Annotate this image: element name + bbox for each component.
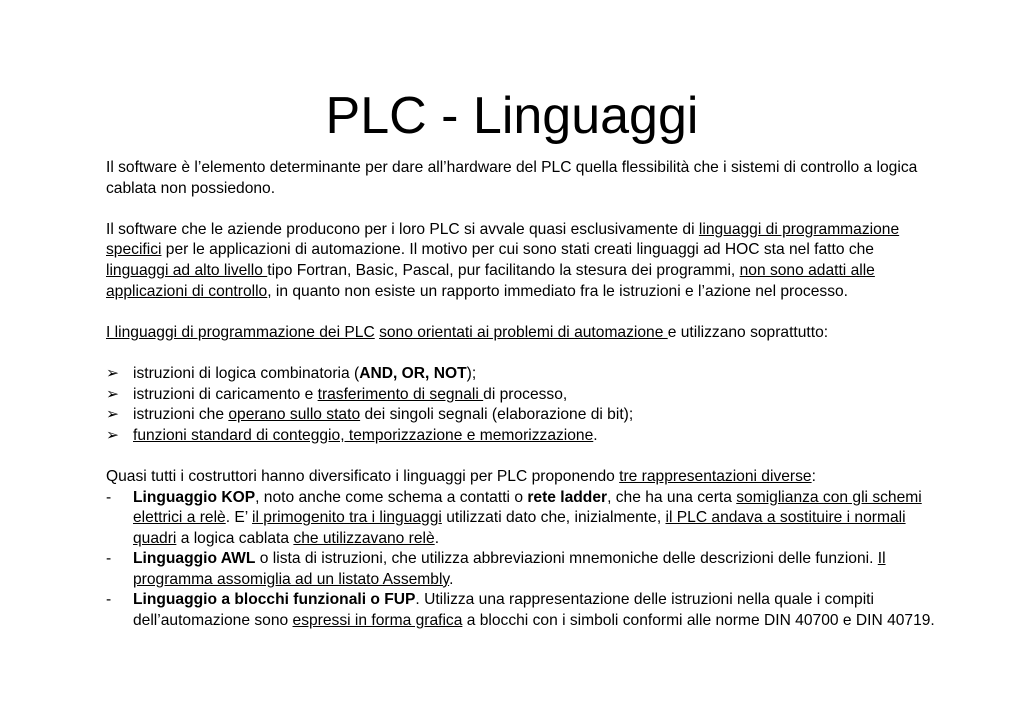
software-paragraph — [106, 220, 936, 302]
underlined-phrase: sono orientati ai problemi di automazione — [379, 323, 668, 341]
underlined-phrase: trasferimento di segnali — [317, 385, 484, 403]
arrow-bullet-icon: ➢ — [106, 426, 120, 444]
underlined-phrase: il PLC andava a sostituire i normali quadri — [133, 509, 906, 547]
document-body — [106, 158, 936, 632]
text-run: . — [449, 570, 454, 588]
bold-phrase: Linguaggio a blocchi funzionali o FUP — [133, 591, 416, 609]
text-run: Quasi tutti i costruttori hanno diversificato i linguaggi per PLC proponendo — [106, 467, 620, 485]
text-run: istruzioni di caricamento e — [133, 385, 318, 403]
text-run: a blocchi con i simboli conformi alle norme DIN 40700 e DIN 40719. — [462, 612, 935, 630]
bold-phrase: Linguaggio KOP — [133, 488, 256, 506]
text-run: ); — [466, 364, 477, 382]
bullet-item — [106, 405, 936, 426]
underlined-phrase: il primogenito tra i linguaggi — [252, 509, 442, 527]
underlined-phrase: somiglianza con gli schemi elettrici a relè — [133, 488, 922, 527]
bold-phrase: rete ladder — [527, 488, 608, 506]
arrow-bullet-icon: ➢ — [106, 406, 120, 424]
bullet-item — [106, 364, 936, 385]
text-run: utilizzati dato che, inizialmente, — [441, 509, 666, 527]
text-run: dei singoli segnali (elaborazione di bit); — [360, 406, 634, 424]
spacer — [106, 343, 936, 364]
text-run: , noto anche come schema a contatti o — [255, 488, 528, 506]
dash-item-fup — [106, 590, 936, 631]
arrow-bullet-icon: ➢ — [106, 364, 120, 382]
underlined-phrase: tre rappresentazioni diverse — [619, 467, 812, 485]
text-run: tipo Fortran, Basic, Pascal, pur facilitando la stesura dei programmi, — [267, 261, 740, 279]
underlined-phrase: I linguaggi di programmazione dei PLC — [106, 323, 375, 341]
text-run: istruzioni che — [133, 406, 229, 424]
underlined-phrase: linguaggi ad alto livello — [106, 261, 268, 279]
underlined-phrase: non sono adatti alle applicazioni di controllo — [106, 261, 875, 300]
bold-phrase: Linguaggio AWL — [133, 550, 256, 568]
text-run: : — [811, 467, 816, 485]
text-run: . — [434, 529, 440, 547]
text-run: , in quanto non esiste un rapporto immediato fra le istruzioni e l’azione nel processo. — [267, 282, 848, 300]
text-run: istruzioni di logica combinatoria ( — [133, 364, 360, 382]
underlined-phrase: Il programma assomiglia ad un listato Assembly — [133, 550, 886, 588]
text-run: . Utilizza una rappresentazione delle istruzioni nella quale i compiti dell’automazione sono — [133, 591, 874, 630]
intro-text: Il software è l’elemento determinante per dare all’hardware del PLC quella flessibilità che i sistemi di controllo a logica cablata non possiedono. — [106, 159, 918, 197]
text-run: Il software che le aziende producono per i loro PLC si avvale quasi esclusivamente di — [106, 220, 699, 238]
underlined-phrase: operano sullo stato — [228, 406, 361, 424]
text-run: . E’ — [225, 509, 253, 527]
text-run: a logica cablata — [176, 529, 294, 547]
text-run: , che ha una certa — [607, 488, 737, 506]
bullet-item — [106, 385, 936, 406]
representations-paragraph — [106, 467, 936, 488]
dash-bullet: - — [106, 591, 112, 609]
spacer — [106, 302, 936, 323]
text-run: per le applicazioni di automazione. Il motivo per cui sono stati creati linguaggi ad HOC sta nel fatto che — [161, 241, 874, 259]
spacer — [106, 199, 936, 220]
text-run: e utilizzano soprattutto: — [667, 323, 829, 341]
bullet-item — [106, 426, 936, 447]
underlined-phrase: che utilizzavano relè — [293, 529, 435, 547]
dash-item-kop — [106, 488, 936, 550]
text-run: di processo, — [483, 385, 568, 403]
dash-bullet: - — [106, 488, 112, 506]
bold-phrase: AND, OR, NOT — [359, 364, 467, 382]
underlined-phrase: funzioni standard di conteggio, temporizzazione e memorizzazione — [133, 426, 594, 444]
text-run: . — [593, 426, 598, 444]
intro-paragraph — [106, 158, 936, 199]
orientation-paragraph — [106, 323, 936, 344]
page-title: PLC - Linguaggi — [325, 87, 699, 145]
text-run: o lista di istruzioni, che utilizza abbreviazioni mnemoniche delle descrizioni delle funzioni. — [255, 550, 878, 568]
dash-bullet: - — [106, 550, 112, 568]
underlined-phrase: espressi in forma grafica — [292, 612, 463, 630]
underlined-phrase: linguaggi di programmazione specifici — [106, 220, 900, 259]
dash-item-awl — [106, 549, 936, 590]
arrow-bullet-icon: ➢ — [106, 385, 120, 403]
spacer — [106, 446, 936, 467]
